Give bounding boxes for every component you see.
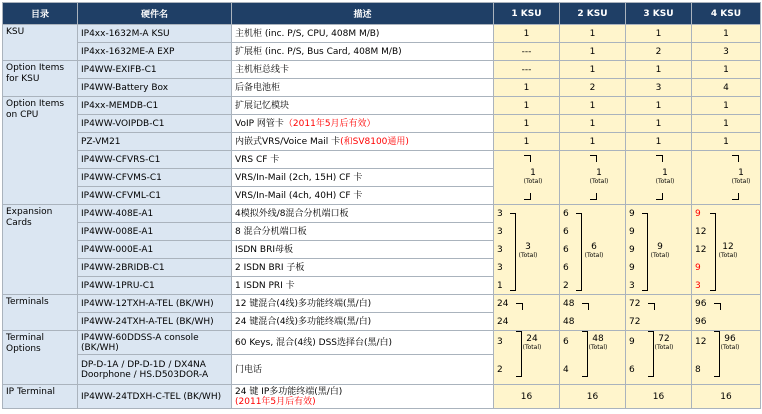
description-cell xyxy=(232,115,494,133)
group-value: 3 xyxy=(629,281,635,291)
bracket-bottom xyxy=(656,193,663,200)
group-value: 48 xyxy=(563,299,575,309)
bracket-top xyxy=(524,155,531,162)
group-value-red: 9 xyxy=(695,209,701,219)
group-total: 1 (Total) xyxy=(655,168,675,185)
bracket-top xyxy=(648,303,655,310)
value-cell: 1 xyxy=(494,97,560,115)
group-value: 12 xyxy=(695,245,707,255)
description-cell: 扩展记忆模块 xyxy=(232,97,494,115)
description-cell: VRS CF 卡 xyxy=(232,151,494,169)
table-row xyxy=(3,151,761,169)
hardware-cell: IP4WW-EXIFB-C1 xyxy=(78,61,232,79)
value-cell: 1 xyxy=(626,61,692,79)
description-cell: 24 键混合(4线)多功能终端(黑/白) xyxy=(232,313,494,331)
group-value: 3 xyxy=(497,263,503,273)
bracket-bottom xyxy=(524,193,531,200)
group-value: 8 xyxy=(695,365,701,375)
group-value: 6 xyxy=(563,227,569,237)
description-cell: 主机柜总线卡 xyxy=(232,61,494,79)
value-cell: 1 xyxy=(692,133,761,151)
value-cell: 2 xyxy=(626,43,692,61)
table-row xyxy=(3,385,761,409)
expansion-group-4ksu xyxy=(692,205,761,295)
value-cell: 1 xyxy=(692,115,761,133)
group-value: 1 xyxy=(497,281,503,291)
description-cell xyxy=(232,133,494,151)
value-cell: 1 xyxy=(494,133,560,151)
group-total: 72 (Total) xyxy=(654,334,674,351)
bracket-top xyxy=(516,303,523,310)
description-text: 24 键 IP多功能终端(黑/白) xyxy=(235,386,343,397)
group-value: 6 xyxy=(629,365,635,375)
value-cell: 2 xyxy=(560,79,626,97)
value-cell: 1 xyxy=(692,61,761,79)
group-value: 2 xyxy=(497,365,503,375)
value-cell: 1 xyxy=(626,133,692,151)
header-row xyxy=(3,3,761,25)
group-value: 6 xyxy=(563,337,569,347)
hardware-cell: IP4xx-1632ME-A EXP xyxy=(78,43,232,61)
group-total: 1 (Total) xyxy=(523,168,543,185)
group-value: 12 xyxy=(695,337,707,347)
category-terminal-options: Terminal Options xyxy=(3,331,78,385)
cf-group-3ksu xyxy=(626,151,692,205)
hardware-cell: IP4WW-CFVRS-C1 xyxy=(78,151,232,169)
table-row xyxy=(3,43,761,61)
col-header-hardware: 硬件名 xyxy=(78,3,232,25)
hardware-cell: IP4WW-1PRU-C1 xyxy=(78,277,232,295)
group-total: 1 (Total) xyxy=(731,168,751,185)
col-header-2ksu: 2 KSU xyxy=(560,3,626,25)
expansion-group-2ksu xyxy=(560,205,626,295)
value-cell: 1 xyxy=(560,61,626,79)
group-value: 3 xyxy=(497,245,503,255)
table-row xyxy=(3,133,761,151)
hardware-cell: IP4WW-24TDXH-C-TEL (BK/WH) xyxy=(78,385,232,409)
group-total: 96 (Total) xyxy=(720,334,740,351)
description-cell: VRS/In-Mail (4ch, 40H) CF 卡 xyxy=(232,187,494,205)
table-row xyxy=(3,97,761,115)
hardware-cell: PZ-VM21 xyxy=(78,133,232,151)
group-total: 9 (Total) xyxy=(650,242,670,259)
availability-note: （2011年5月后有效） xyxy=(283,118,376,129)
description-cell: VRS/In-Mail (2ch, 15H) CF 卡 xyxy=(232,169,494,187)
description-text: 内嵌式VRS/Voice Mail 卡 xyxy=(235,136,341,147)
description-cell: 扩展柜 (inc. P/S, Bus Card, 408M M/B) xyxy=(232,43,494,61)
value-cell: 1 xyxy=(692,25,761,43)
category-expansion: Expansion Cards xyxy=(3,205,78,295)
bracket-top xyxy=(732,155,739,162)
bracket-top xyxy=(656,155,663,162)
description-cell: 8 混合分机端口板 xyxy=(232,223,494,241)
expansion-group-1ksu xyxy=(494,205,560,295)
group-total: 12 (Total) xyxy=(718,242,738,259)
description-cell: 60 Keys, 混合(4线) DSS选择台(黑/白) xyxy=(232,331,494,355)
group-value: 6 xyxy=(563,263,569,273)
value-cell: 3 xyxy=(692,43,761,61)
table-row xyxy=(3,79,761,97)
group-value: 24 xyxy=(497,299,509,309)
hardware-cell: IP4WW-12TXH-A-TEL (BK/WH) xyxy=(78,295,232,313)
group-total: 24 (Total) xyxy=(522,334,542,351)
group-value: 96 xyxy=(695,317,707,327)
hardware-cell: IP4WW-60DDSS-A console (BK/WH) xyxy=(78,331,232,355)
description-cell: 12 键混合(4线)多功能终端(黑/白) xyxy=(232,295,494,313)
group-value-red: 9 xyxy=(695,263,701,273)
group-value: 6 xyxy=(563,245,569,255)
terminals-group-2ksu xyxy=(560,295,626,331)
table-row xyxy=(3,115,761,133)
table-row xyxy=(3,295,761,313)
bracket-top xyxy=(590,155,597,162)
description-cell: ISDN BRI母板 xyxy=(232,241,494,259)
options-group-1ksu xyxy=(494,331,560,385)
description-cell: 1 ISDN PRI 卡 xyxy=(232,277,494,295)
hardware-cell: IP4xx-MEMDB-C1 xyxy=(78,97,232,115)
group-value: 24 xyxy=(497,317,509,327)
bracket-top xyxy=(714,303,721,310)
hardware-cell: IP4WW-000E-A1 xyxy=(78,241,232,259)
value-cell: 1 xyxy=(560,25,626,43)
value-cell: 1 xyxy=(494,79,560,97)
value-cell: 1 xyxy=(692,97,761,115)
options-group-3ksu xyxy=(626,331,692,385)
group-value: 9 xyxy=(629,337,635,347)
col-header-3ksu: 3 KSU xyxy=(626,3,692,25)
group-total: 1 (Total) xyxy=(589,168,609,185)
description-cell: 主机柜 (inc. P/S, CPU, 408M M/B) xyxy=(232,25,494,43)
group-value: 3 xyxy=(497,337,503,347)
value-cell: 4 xyxy=(692,79,761,97)
value-cell: 1 xyxy=(560,115,626,133)
expansion-group-3ksu xyxy=(626,205,692,295)
value-cell: 1 xyxy=(626,115,692,133)
group-value: 2 xyxy=(563,281,569,291)
group-total: 6 (Total) xyxy=(584,242,604,259)
col-header-1ksu: 1 KSU xyxy=(494,3,560,25)
value-cell: --- xyxy=(494,43,560,61)
value-cell: 1 xyxy=(626,97,692,115)
value-cell: 3 xyxy=(626,79,692,97)
value-cell: 1 xyxy=(560,133,626,151)
group-value: 9 xyxy=(629,227,635,237)
category-option-ksu: Option Items for KSU xyxy=(3,61,78,97)
group-value: 48 xyxy=(563,317,575,327)
compat-note: (和SV8100通用) xyxy=(340,136,409,147)
group-value-red: 3 xyxy=(695,281,701,291)
hardware-cell: IP4WW-CFVML-C1 xyxy=(78,187,232,205)
hardware-cell: IP4xx-1632M-A KSU xyxy=(78,25,232,43)
value-cell: --- xyxy=(494,61,560,79)
bracket-bottom xyxy=(732,193,739,200)
group-total: 48 (Total) xyxy=(588,334,608,351)
terminals-group-3ksu xyxy=(626,295,692,331)
cf-group-1ksu xyxy=(494,151,560,205)
hardware-cell: IP4WW-2BRIDB-C1 xyxy=(78,259,232,277)
terminals-group-1ksu xyxy=(494,295,560,331)
col-header-description: 描述 xyxy=(232,3,494,25)
category-option-cpu: Option Items on CPU xyxy=(3,97,78,205)
group-value: 3 xyxy=(497,209,503,219)
value-cell: 16 xyxy=(560,385,626,409)
bracket-bottom xyxy=(590,193,597,200)
capacity-table xyxy=(2,2,761,409)
availability-note: (2011年5月后有效) xyxy=(235,396,316,407)
hardware-cell: IP4WW-Battery Box xyxy=(78,79,232,97)
description-cell: 后备电池柜 xyxy=(232,79,494,97)
group-value: 6 xyxy=(563,209,569,219)
hardware-cell: IP4WW-008E-A1 xyxy=(78,223,232,241)
category-ip-terminal: IP Terminal xyxy=(3,385,78,409)
category-terminals: Terminals xyxy=(3,295,78,331)
terminals-group-4ksu xyxy=(692,295,761,331)
value-cell: 1 xyxy=(560,43,626,61)
category-ksu: KSU xyxy=(3,25,78,61)
value-cell: 1 xyxy=(494,25,560,43)
description-cell xyxy=(232,385,494,409)
hardware-cell: IP4WW-CFVMS-C1 xyxy=(78,169,232,187)
hardware-cell: IP4WW-408E-A1 xyxy=(78,205,232,223)
options-group-4ksu xyxy=(692,331,761,385)
group-value: 4 xyxy=(563,365,569,375)
description-cell: 门电话 xyxy=(232,355,494,385)
group-value: 9 xyxy=(629,209,635,219)
table-row xyxy=(3,61,761,79)
value-cell: 1 xyxy=(626,25,692,43)
description-text: VoIP 网管卡 xyxy=(235,118,284,129)
table-row xyxy=(3,331,761,355)
description-cell: 4模拟外线/8混合分机端口板 xyxy=(232,205,494,223)
hardware-cell: DP-D-1A / DP-D-1D / DX4NA Doorphone / HS.D503DOR-A xyxy=(78,355,232,385)
group-value: 12 xyxy=(695,227,707,237)
col-header-4ksu: 4 KSU xyxy=(692,3,761,25)
group-value: 3 xyxy=(497,227,503,237)
bracket-top xyxy=(582,303,589,310)
group-total: 3 (Total) xyxy=(518,242,538,259)
hardware-cell: IP4WW-24TXH-A-TEL (BK/WH) xyxy=(78,313,232,331)
value-cell: 16 xyxy=(692,385,761,409)
col-header-category: 目录 xyxy=(3,3,78,25)
hardware-cell: IP4WW-VOIPDB-C1 xyxy=(78,115,232,133)
value-cell: 16 xyxy=(494,385,560,409)
value-cell: 1 xyxy=(560,97,626,115)
description-cell: 2 ISDN BRI 子板 xyxy=(232,259,494,277)
cf-group-2ksu xyxy=(560,151,626,205)
value-cell: 16 xyxy=(626,385,692,409)
group-value: 72 xyxy=(629,317,641,327)
group-value: 96 xyxy=(695,299,707,309)
table-row xyxy=(3,25,761,43)
group-value: 72 xyxy=(629,299,641,309)
value-cell: 1 xyxy=(494,115,560,133)
table-row xyxy=(3,205,761,223)
group-value: 9 xyxy=(629,245,635,255)
group-value: 9 xyxy=(629,263,635,273)
cf-group-4ksu xyxy=(692,151,761,205)
options-group-2ksu xyxy=(560,331,626,385)
